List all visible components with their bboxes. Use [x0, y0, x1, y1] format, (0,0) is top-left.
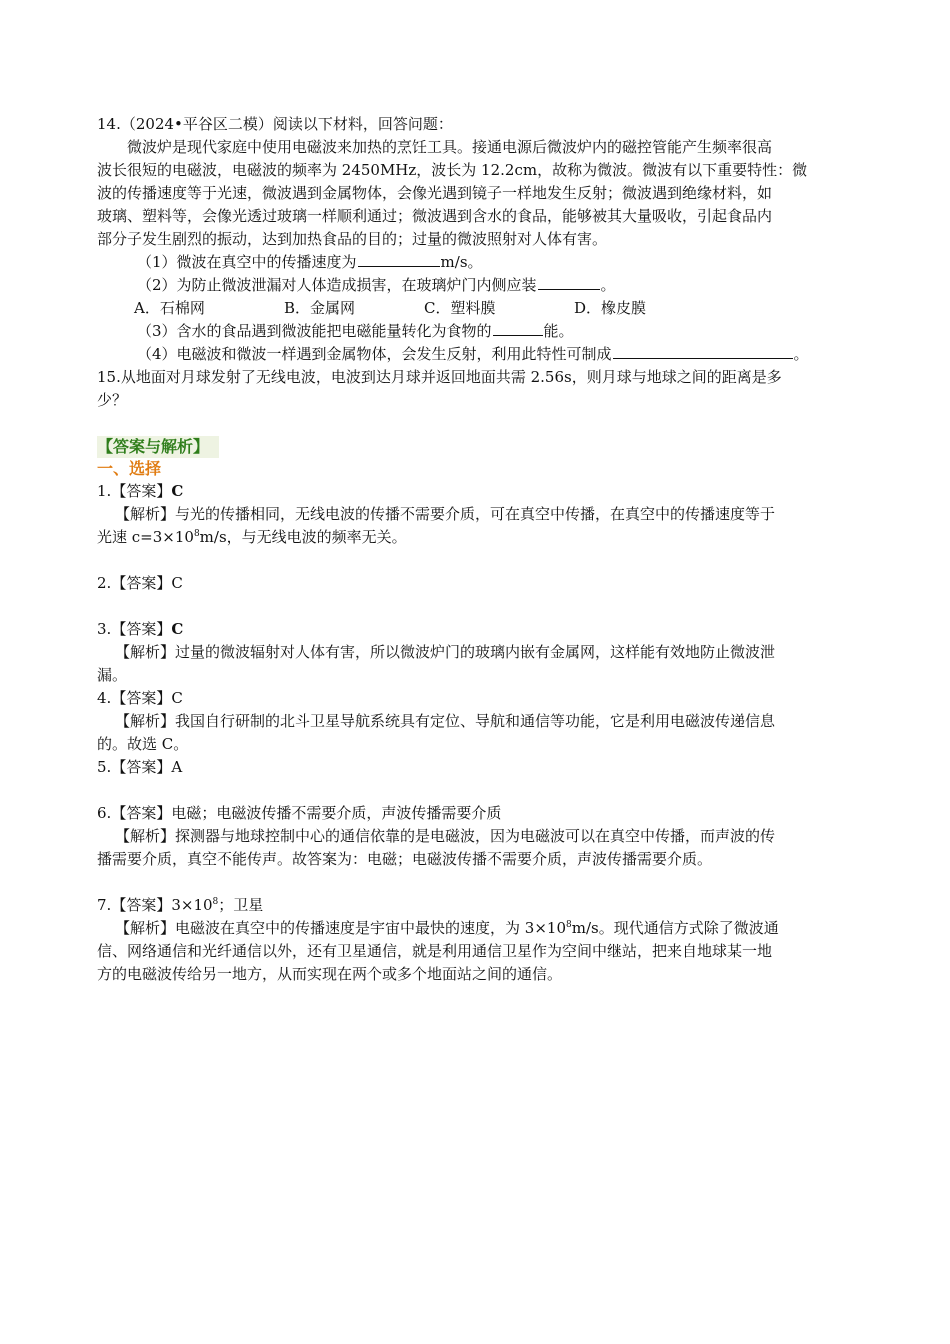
q14-passage-line-5: 部分子发生剧烈的振动，达到加热食品的目的；过量的微波照射对人体有害。: [97, 230, 608, 248]
analysis-1-line-2: [97, 526, 857, 549]
answer-2-value: C: [171, 574, 183, 592]
analysis-1-tail: m/s，与无线电波的频率无关。: [199, 528, 407, 546]
q14-sub3-text: （3）含水的食品遇到微波能把电磁能量转化为食物的: [137, 322, 492, 340]
analysis-4-text: 我国自行研制的北斗卫星导航系统具有定位、导航和通信等功能，它是利用电磁波传递信息: [175, 712, 776, 730]
q14-passage-line-4: 玻璃、塑料等，会像光透过玻璃一样顺利通过；微波遇到含水的食品，能够被其大量吸收，引起食品内: [97, 207, 773, 225]
answer-7-value-tail: ；卫星: [218, 896, 264, 914]
analysis-6-text: 探测器与地球控制中心的通信依靠的是电磁波，因为电磁波可以在真空中传播，而声波的传: [175, 827, 776, 845]
answer-tag: 【答案】: [111, 896, 172, 914]
q14-sub3-end: 能。: [543, 322, 574, 340]
q14-options: [97, 297, 857, 320]
q14-option-a: A．石棉网: [134, 299, 205, 317]
q14-sub2-text: （2）为防止微波泄漏对人体造成损害，在玻璃炉门内侧应装: [137, 276, 537, 294]
q14-sub2-blank[interactable]: [538, 275, 600, 290]
q14-option-b: B．金属网: [284, 299, 356, 317]
answer-7-exponent: 8: [212, 897, 219, 907]
answer-7: [97, 894, 857, 917]
analysis-1-line-1: [97, 503, 857, 526]
answer-4-number: 4.: [97, 689, 112, 707]
analysis-3-line-1: [97, 641, 857, 664]
answer-6-number: 6.: [97, 804, 112, 822]
q14-sub3-blank[interactable]: [493, 321, 543, 336]
answer-4: [97, 687, 857, 710]
q14-title: 14.（2024•平谷区二模）阅读以下材料，回答问题：: [97, 115, 453, 133]
analysis-7-text: 电磁波在真空中的传播速度是宇宙中最快的速度，为 3×10: [175, 919, 566, 937]
analysis-tag: 【解析】: [115, 643, 176, 661]
answer-2: [97, 572, 857, 595]
q14-sub2: [97, 274, 857, 297]
analysis-4-line-1: [97, 710, 857, 733]
q14-sub2-end: 。: [600, 276, 616, 294]
analysis-4-line-2: 的。故选 C。: [97, 735, 189, 753]
analysis-7-line-3: 方的电磁波传给另一地方，从而实现在两个或多个地面站之间的通信。: [97, 965, 563, 983]
answers-section-title: 一、选择: [97, 459, 162, 478]
q14-sub4-text: （4）电磁波和微波一样遇到金属物体，会发生反射，利用此特性可制成: [137, 345, 612, 363]
answer-5: [97, 756, 857, 779]
q14-option-d: D．橡皮膜: [574, 299, 647, 317]
answer-tag: 【答案】: [111, 574, 172, 592]
q14-sub4-blank[interactable]: [613, 344, 793, 359]
analysis-1-exponent: 8: [193, 529, 200, 539]
q14-sub3: [97, 320, 857, 343]
answer-7-number: 7.: [97, 896, 112, 914]
q14-sub1: [97, 251, 857, 274]
answer-7-value: 3×10: [171, 896, 213, 914]
answer-6: [97, 802, 857, 825]
analysis-1-text: 与光的传播相同，无线电波的传播不需要介质，可在真空中传播，在真空中的传播速度等于: [175, 505, 776, 523]
q14-option-c: C．塑料膜: [424, 299, 496, 317]
q15-line-1: 15.从地面对月球发射了无线电波，电波到达月球并返回地面共需 2.56s，则月球与地球之间的距离是多: [97, 368, 782, 386]
answer-1-value: C: [171, 482, 184, 500]
answer-6-value: 电磁；电磁波传播不需要介质，声波传播需要介质: [171, 804, 502, 822]
q14-passage-line-2: 波长很短的电磁波，电磁波的频率为 2450MHz，波长为 12.2cm，故称为微波。微波有以下重要特性：微: [97, 161, 808, 179]
q14-sub1-blank[interactable]: [358, 252, 440, 267]
analysis-1-formula: 光速 c=3×10: [97, 528, 194, 546]
q14-passage-line-1: 微波炉是现代家庭中使用电磁波来加热的烹饪工具。接通电源后微波炉内的磁控管能产生频率很高: [127, 138, 773, 156]
answers-heading: 【答案与解析】: [97, 436, 219, 458]
analysis-7-tail: m/s。现代通信方式除了微波通: [571, 919, 779, 937]
analysis-tag: 【解析】: [115, 505, 176, 523]
analysis-7-line-2: 信、网络通信和光纤通信以外，还有卫星通信，就是利用通信卫星作为空间中继站，把来自地球某一地: [97, 942, 773, 960]
q14-sub4: [97, 343, 857, 366]
analysis-3-line-2: 漏。: [97, 666, 128, 684]
q14-passage-line-3: 波的传播速度等于光速，微波遇到金属物体，会像光遇到镜子一样地发生反射；微波遇到绝缘材料，如: [97, 184, 773, 202]
answer-3-value: C: [171, 620, 184, 638]
answer-5-value: A: [171, 758, 183, 776]
answer-3-number: 3.: [97, 620, 112, 638]
answer-tag: 【答案】: [111, 804, 172, 822]
analysis-tag: 【解析】: [115, 919, 176, 937]
answer-5-number: 5.: [97, 758, 112, 776]
answer-3: [97, 618, 857, 641]
answer-2-number: 2.: [97, 574, 112, 592]
answer-4-value: C: [171, 689, 183, 707]
q14-sub1-text: （1）微波在真空中的传播速度为: [137, 253, 357, 271]
analysis-7-line-1: [97, 917, 857, 940]
q14-sub4-end: 。: [793, 345, 809, 363]
analysis-tag: 【解析】: [115, 827, 176, 845]
q14-sub1-unit: m/s。: [440, 253, 483, 271]
answer-tag: 【答案】: [111, 620, 172, 638]
answer-tag: 【答案】: [111, 758, 172, 776]
answer-tag: 【答案】: [111, 689, 172, 707]
document-content: [97, 113, 857, 986]
analysis-7-exponent: 8: [566, 920, 572, 930]
analysis-6-line-1: [97, 825, 857, 848]
analysis-6-line-2: 播需要介质，真空不能传声。故答案为：电磁；电磁波传播不需要介质，声波传播需要介质。: [97, 850, 713, 868]
answer-1: [97, 480, 857, 503]
analysis-3-text: 过量的微波辐射对人体有害，所以微波炉门的玻璃内嵌有金属网，这样能有效地防止微波泄: [175, 643, 776, 661]
q15-line-2: 少？: [97, 391, 128, 409]
analysis-tag: 【解析】: [115, 712, 176, 730]
answer-1-number: 1.: [97, 482, 112, 500]
answer-tag: 【答案】: [111, 482, 172, 500]
